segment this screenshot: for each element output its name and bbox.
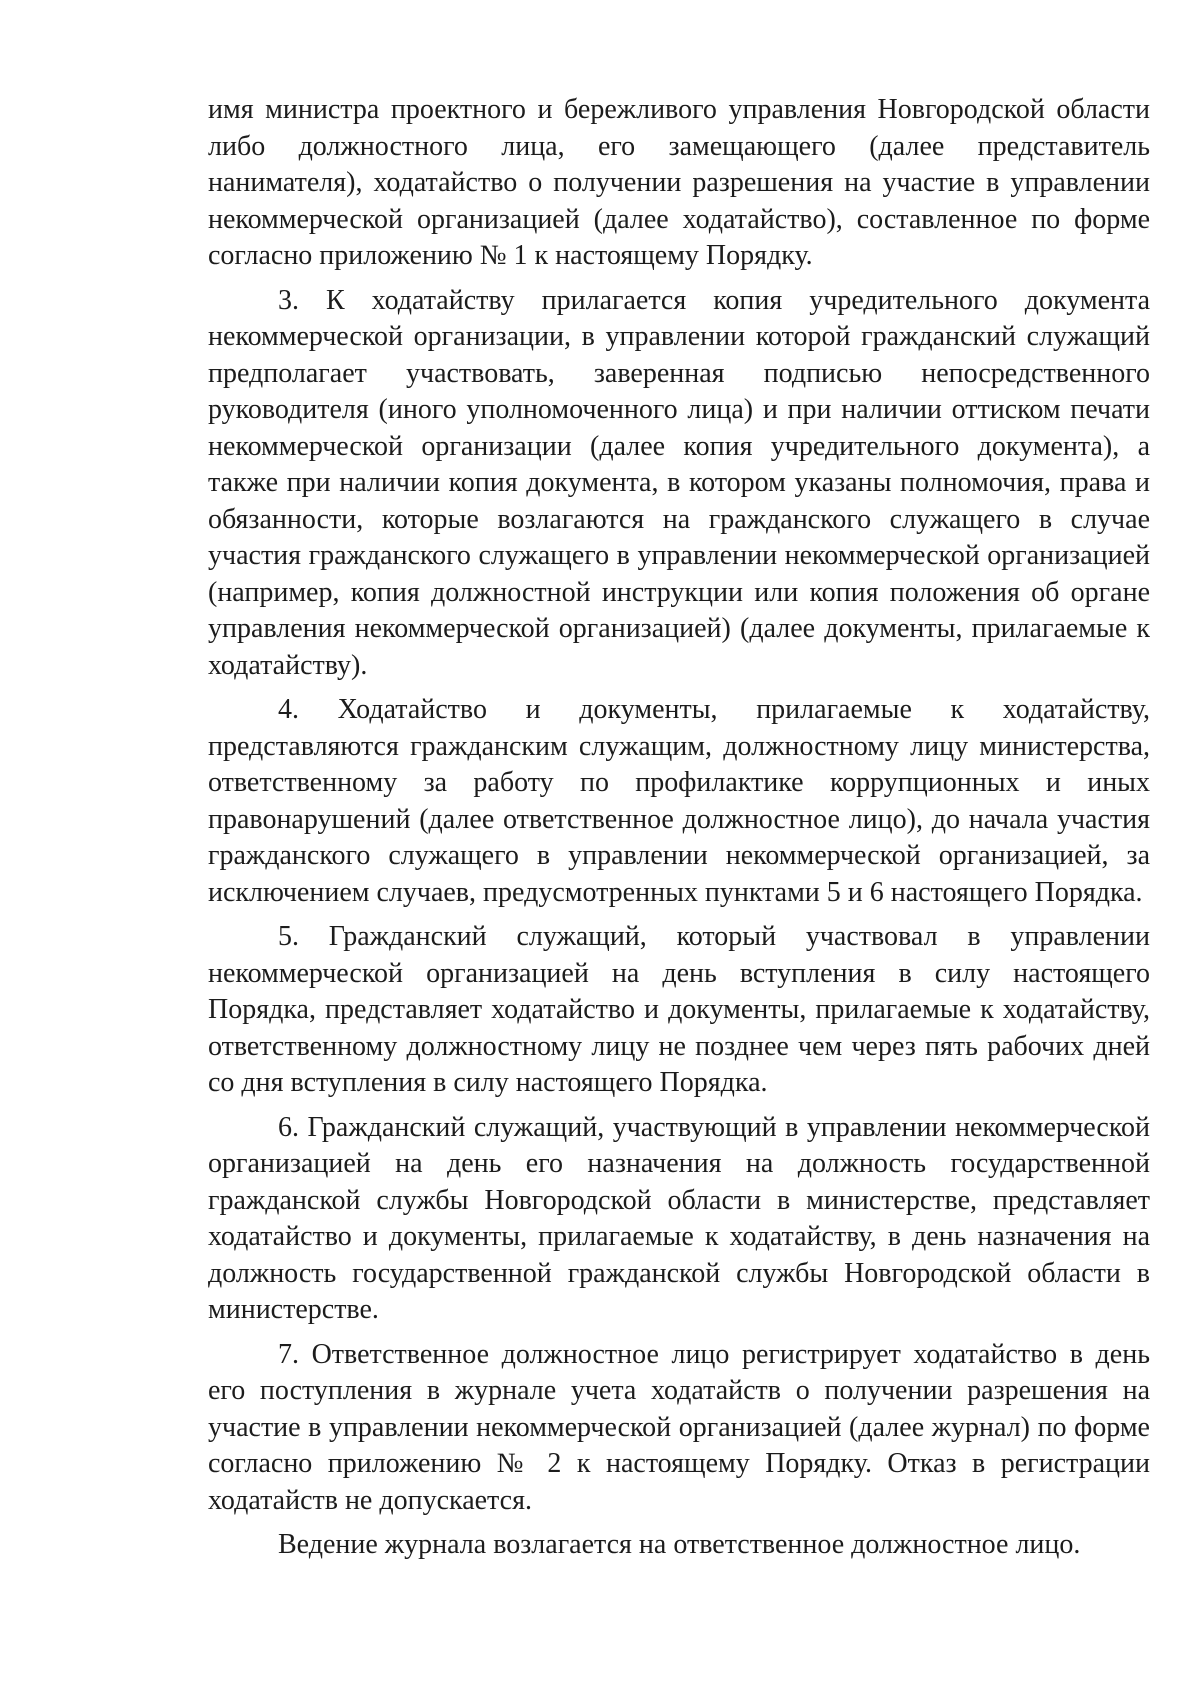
paragraph-item-5: 5. Гражданский служащий, который участвовал в управлении некоммерческой организацией на день вступления в силу настоящего Порядка, представляет ходатайство и документы, прилагаемые к ходатайству, ответственному должностному лицу не позднее чем через пять рабочих дней со дня вступления в силу настоящего Порядка. <box>208 921 1150 1098</box>
paragraph-item-6: 6. Гражданский служащий, участвующий в управлении некоммерческой организацией на день его назначения на должность государственной гражданской службы Новгородской области в министерстве, представляет ходатайство и документы, прилагаемые к ходатайству, в день назначения на должность государственной гражданской службы Новгородской области в министерстве. <box>208 1111 1150 1325</box>
paragraph-item-4: 4. Ходатайство и документы, прилагаемые к ходатайству, представляются гражданским служащим, должностному лицу министерства, ответственному за работу по профилактике коррупционных и иных правонарушений (далее ответственное должностное лицо), до начала участия гражданского служащего в управлении некоммерческой организацией, за исключением случаев, предусмотренных пунктами 5 и 6 настоящего Порядка. <box>208 694 1150 908</box>
paragraph-journal-note: Ведение журнала возлагается на ответственное должностное лицо. <box>278 1529 1081 1560</box>
document-page <box>208 92 1150 1572</box>
paragraph-continuation: имя министра проектного и бережливого управления Новгородской области либо должностного лица, его замещающего (далее представитель нанимателя), ходатайство о получении разрешения на участие в управлении некоммерческой организацией (далее ходатайство), составленное по форме согласно приложению № 1 к настоящему Порядку. <box>208 94 1150 271</box>
paragraph-item-7: 7. Ответственное должностное лицо регистрирует ходатайство в день его поступления в журнале учета ходатайств о получении разрешения на участие в управлении некоммерческой организацией (далее журнал) по форме согласно приложению № 2 к настоящему Порядку. Отказ в регистрации ходатайств не допускается. <box>208 1338 1150 1516</box>
paragraph-item-3: 3. К ходатайству прилагается копия учредительного документа некоммерческой организации, в управлении которой гражданский служащий предполагает участвовать, заверенная подписью непосредственного руководителя (иного уполномоченного лица) и при наличии оттиском печати некоммерческой организации (далее копия учредительного документа), а также при наличии копия документа, в котором указаны полномочия, права и обязанности, которые возлагаются на гражданского служащего в случае участия гражданского служащего в управлении некоммерческой организацией (например, копия должностной инструкции или копия положения об органе управления некоммерческой организацией) (далее документы, прилагаемые к ходатайству). <box>208 284 1150 681</box>
